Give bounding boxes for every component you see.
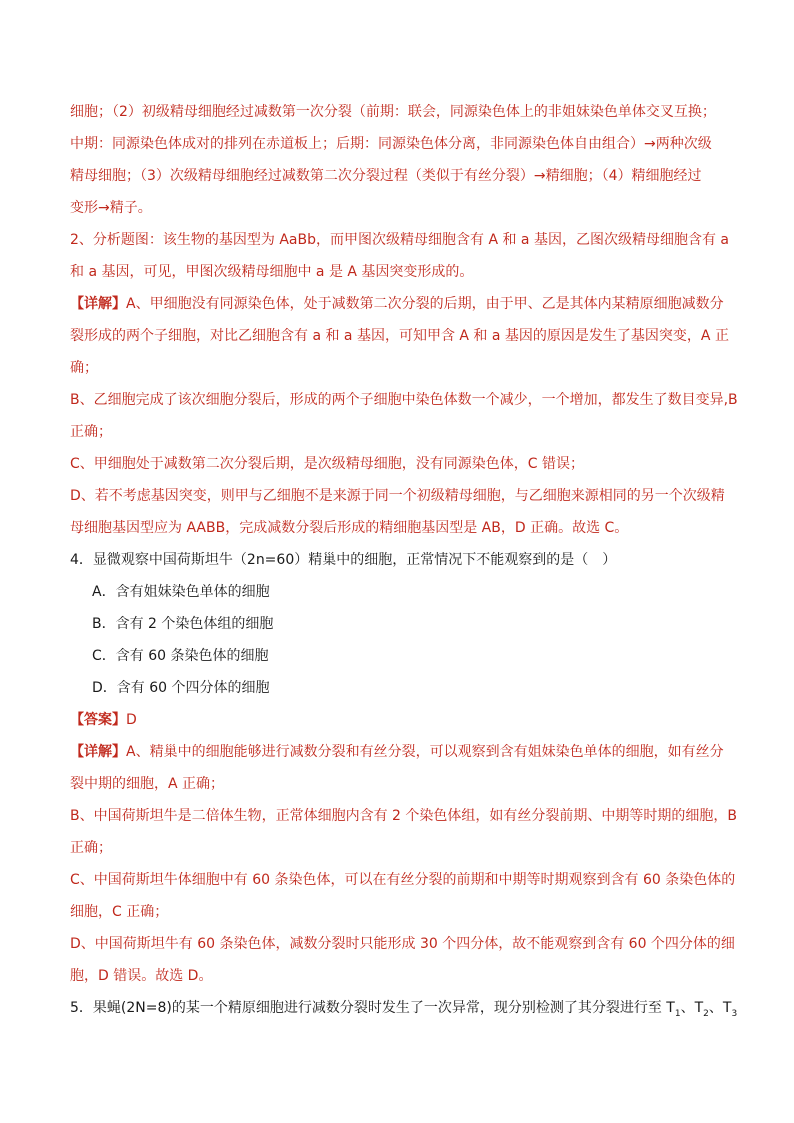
text-line: 裂中期的细胞，A 正确； bbox=[70, 776, 225, 792]
text-line: B、乙细胞完成了该次细胞分裂后，形成的两个子细胞中染色体数一个减少，一个增加，都发生了数目变异,B bbox=[70, 392, 738, 408]
subscript: 2 bbox=[703, 1008, 709, 1019]
text-line: 正确； bbox=[70, 424, 112, 440]
subscript: 1 bbox=[674, 1008, 681, 1019]
text-line: C、中国荷斯坦牛体细胞中有 60 条染色体，可以在有丝分裂的前期和中期等时期观察到含有 60 条染色体的 bbox=[70, 872, 736, 888]
text-line: 胞，D 错误。故选 D。 bbox=[70, 968, 213, 984]
stem-text: 5．果蝇(2N=8)的某一个精原细胞进行减数分裂时发生了一次异常，现分别检测了其分裂进行至 T bbox=[70, 1000, 675, 1016]
stem-text: 、T bbox=[708, 1000, 732, 1016]
subscript: 3 bbox=[731, 1008, 738, 1019]
text-line: 裂形成的两个子细胞，对比乙细胞含有 a 和 a 基因，可知甲含 A 和 a 基因的原因是发生了基因突变，A 正 bbox=[70, 328, 729, 344]
text-line: 中期：同源染色体成对的排列在赤道板上；后期：同源染色体分离，非同源染色体自由组合）→两种次级 bbox=[70, 136, 712, 152]
option-c: C．含有 60 条染色体的细胞 bbox=[92, 648, 269, 664]
text-line: 2、分析题图：该生物的基因型为 AaBb，而甲图次级精母细胞含有 A 和 a 基因，乙图次级精母细胞含有 a bbox=[70, 232, 729, 248]
text-line: D、若不考虑基因突变，则甲与乙细胞不是来源于同一个初级精母细胞，与乙细胞来源相同的另一个次级精 bbox=[70, 488, 725, 504]
option-a: A．含有姐妹染色单体的细胞 bbox=[92, 584, 270, 600]
text-line: 精母细胞；（3）次级精母细胞经过减数第二次分裂过程（类似于有丝分裂）→精细胞；（4）精细胞经过 bbox=[70, 168, 702, 184]
detail-tag: 【详解】 bbox=[70, 296, 126, 312]
text-line: B、中国荷斯坦牛是二倍体生物，正常体细胞内含有 2 个染色体组，如有丝分裂前期、中期等时期的细胞，B bbox=[70, 808, 738, 824]
detail-paragraph-start bbox=[70, 736, 738, 768]
text-line: 细胞；（2）初级精母细胞经过减数第一次分裂（前期：联会，同源染色体上的非姐妹染色单体交叉互换； bbox=[70, 104, 716, 120]
text-line: 细胞，C 正确； bbox=[70, 904, 169, 920]
option-b: B．含有 2 个染色体组的细胞 bbox=[92, 616, 274, 632]
text-line: 和 a 基因，可见，甲图次级精母细胞中 a 是 A 基因突变形成的。 bbox=[70, 264, 474, 280]
detail-tag: 【详解】 bbox=[70, 744, 126, 760]
text-line: 变形→精子。 bbox=[70, 200, 152, 216]
text-line: D、中国荷斯坦牛有 60 条染色体，减数分裂时只能形成 30 个四分体，故不能观察到含有 60 个四分体的细 bbox=[70, 936, 735, 952]
question-4-stem: 4．显微观察中国荷斯坦牛（2n=60）精巢中的细胞，正常情况下不能观察到的是（ ） bbox=[70, 552, 617, 568]
text-line: 确； bbox=[70, 360, 98, 376]
text-line: C、甲细胞处于减数第二次分裂后期，是次级精母细胞，没有同源染色体，C 错误； bbox=[70, 456, 584, 472]
text-line: A、精巢中的细胞能够进行减数分裂和有丝分裂，可以观察到含有姐妹染色单体的细胞，如有丝分 bbox=[126, 744, 724, 760]
text-line: 正确； bbox=[70, 840, 112, 856]
option-d: D．含有 60 个四分体的细胞 bbox=[92, 680, 270, 696]
stem-text: 、T bbox=[680, 1000, 704, 1016]
answer-value: D bbox=[126, 712, 137, 728]
text-line: A、甲细胞没有同源染色体，处于减数第二次分裂的后期，由于甲、乙是其体内某精原细胞减数分 bbox=[126, 296, 724, 312]
answer-line bbox=[70, 704, 738, 736]
answer-tag: 【答案】 bbox=[70, 712, 126, 728]
detail-paragraph-start bbox=[70, 288, 738, 320]
question-5-stem bbox=[70, 992, 738, 1024]
text-line: 母细胞基因型应为 AABB，完成减数分裂后形成的精细胞基因型是 AB，D 正确。故选 C。 bbox=[70, 520, 629, 536]
